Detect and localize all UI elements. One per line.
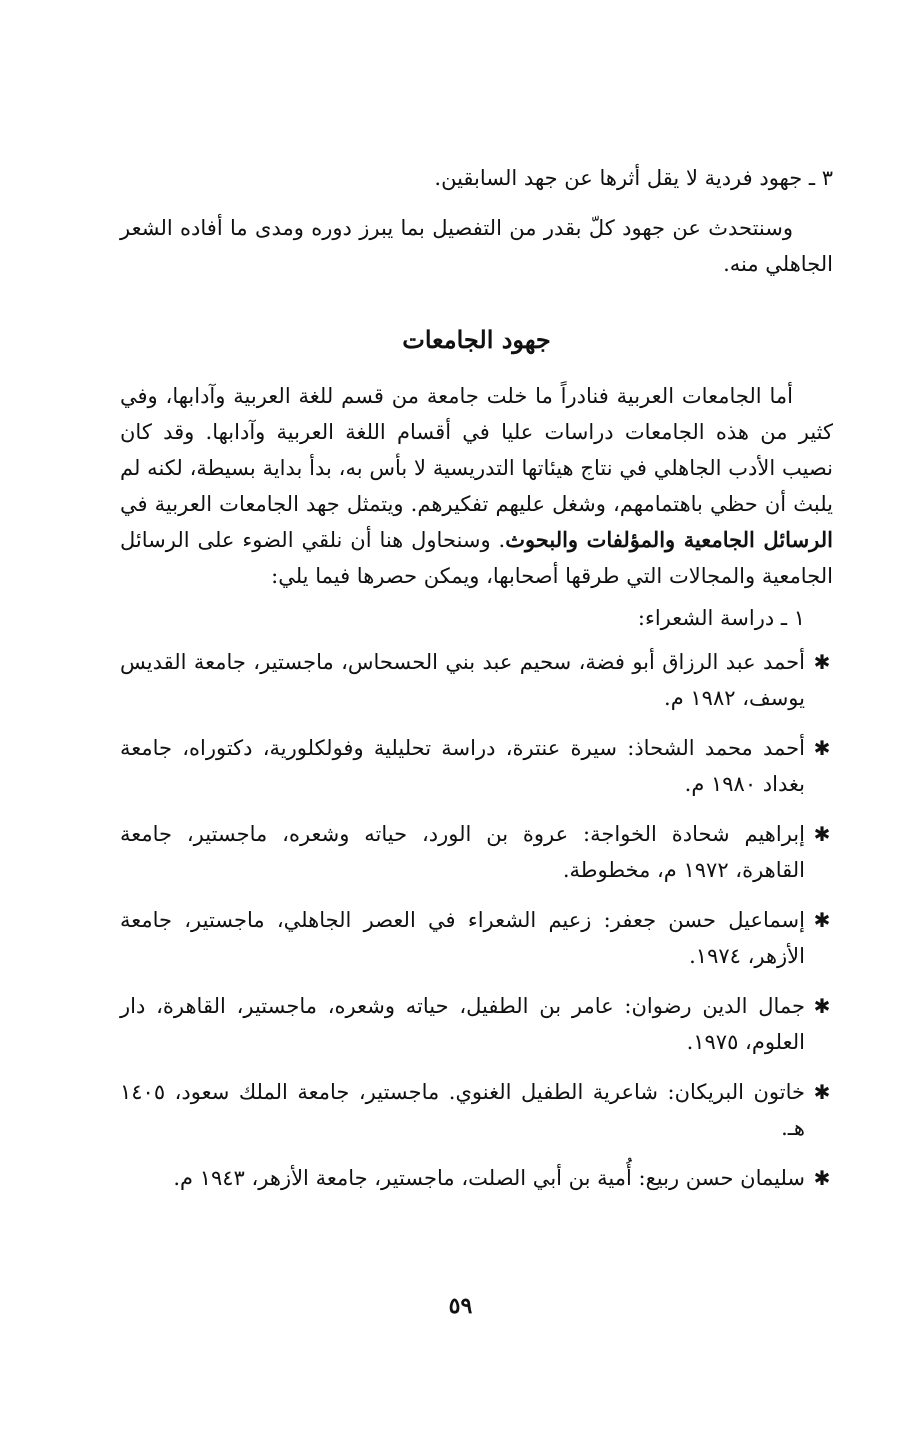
list-item-text: إبراهيم شحادة الخواجة: عروة بن الورد، حياته وشعره، ماجستير، جامعة القاهرة، ١٩٧٢ م، مخطوطة. <box>120 822 805 882</box>
subsection-heading: ١ ـ دراسة الشعراء: <box>637 606 805 630</box>
list-item <box>120 902 833 974</box>
intro-list-item-3: ٣ ـ جهود فردية لا يقل أثرها عن جهد السابقين. <box>434 166 833 190</box>
list-item-text: أحمد محمد الشحاذ: سيرة عنترة، دراسة تحليلية وفولكلورية، دكتوراه، جامعة بغداد ١٩٨٠ م. <box>120 736 805 796</box>
asterisk-bullet-icon: ✱ <box>813 994 831 1018</box>
asterisk-bullet-icon: ✱ <box>813 1080 831 1104</box>
list-item-text: سليمان حسن ربيع: أُمية بن أبي الصلت، ماجستير، جامعة الأزهر، ١٩٤٣ م. <box>173 1166 805 1190</box>
thesis-list <box>120 644 833 1196</box>
list-item <box>120 988 833 1060</box>
section-paragraph <box>120 378 833 594</box>
list-item <box>120 1074 833 1146</box>
section-title: جهود الجامعات <box>402 325 551 354</box>
intro-paragraph: وسنتحدث عن جهود كلّ بقدر من التفصيل بما يبرز دوره ومدى ما أفاده الشعر الجاهلي منه. <box>120 216 833 276</box>
paragraph-text-end: . وسنحاول هنا أن نلقي الضوء على الرسائل الجامعية والمجالات التي طرقها أصحابها، ويمكن حصرها فيما يلي: <box>120 528 833 588</box>
asterisk-bullet-icon: ✱ <box>813 1166 831 1190</box>
list-item-text: أحمد عبد الرزاق أبو فضة، سحيم عبد بني الحسحاس، ماجستير، جامعة القديس يوسف، ١٩٨٢ م. <box>120 650 805 710</box>
list-item <box>120 1160 833 1196</box>
list-item <box>120 730 833 802</box>
page-body <box>120 160 833 1210</box>
list-item-text: إسماعيل حسن جعفر: زعيم الشعراء في العصر الجاهلي، ماجستير، جامعة الأزهر، ١٩٧٤. <box>120 908 805 968</box>
paragraph-text-start: أما الجامعات العربية فنادراً ما خلت جامعة من قسم للغة العربية وآدابها، وفي كثير من هذه الجامعات دراسات عليا في أقسام اللغة العربية وآدابها. وقد كان نصيب الأدب الجاهلي في نتاج هيئاتها التدريسية لا بأس به، بدأ بداية بسيطة، لكنه لم يلبث أن حظي باهتمامهم، وشغل عليهم تفكيرهم. ويتمثل جهد الجامعات العربية في <box>120 384 833 516</box>
list-item <box>120 644 833 716</box>
list-item <box>120 816 833 888</box>
asterisk-bullet-icon: ✱ <box>813 822 831 846</box>
asterisk-bullet-icon: ✱ <box>813 908 831 932</box>
asterisk-bullet-icon: ✱ <box>813 736 831 760</box>
list-item-text: جمال الدين رضوان: عامر بن الطفيل، حياته وشعره، ماجستير، القاهرة، دار العلوم، ١٩٧٥. <box>120 994 805 1054</box>
page-number: ٥٩ <box>448 1293 473 1319</box>
asterisk-bullet-icon: ✱ <box>813 650 831 674</box>
list-item-text: خاتون البريكان: شاعرية الطفيل الغنوي. ماجستير، جامعة الملك سعود، ١٤٠٥ هـ. <box>120 1080 805 1140</box>
paragraph-bold-phrase: الرسائل الجامعية والمؤلفات والبحوث <box>505 527 833 552</box>
